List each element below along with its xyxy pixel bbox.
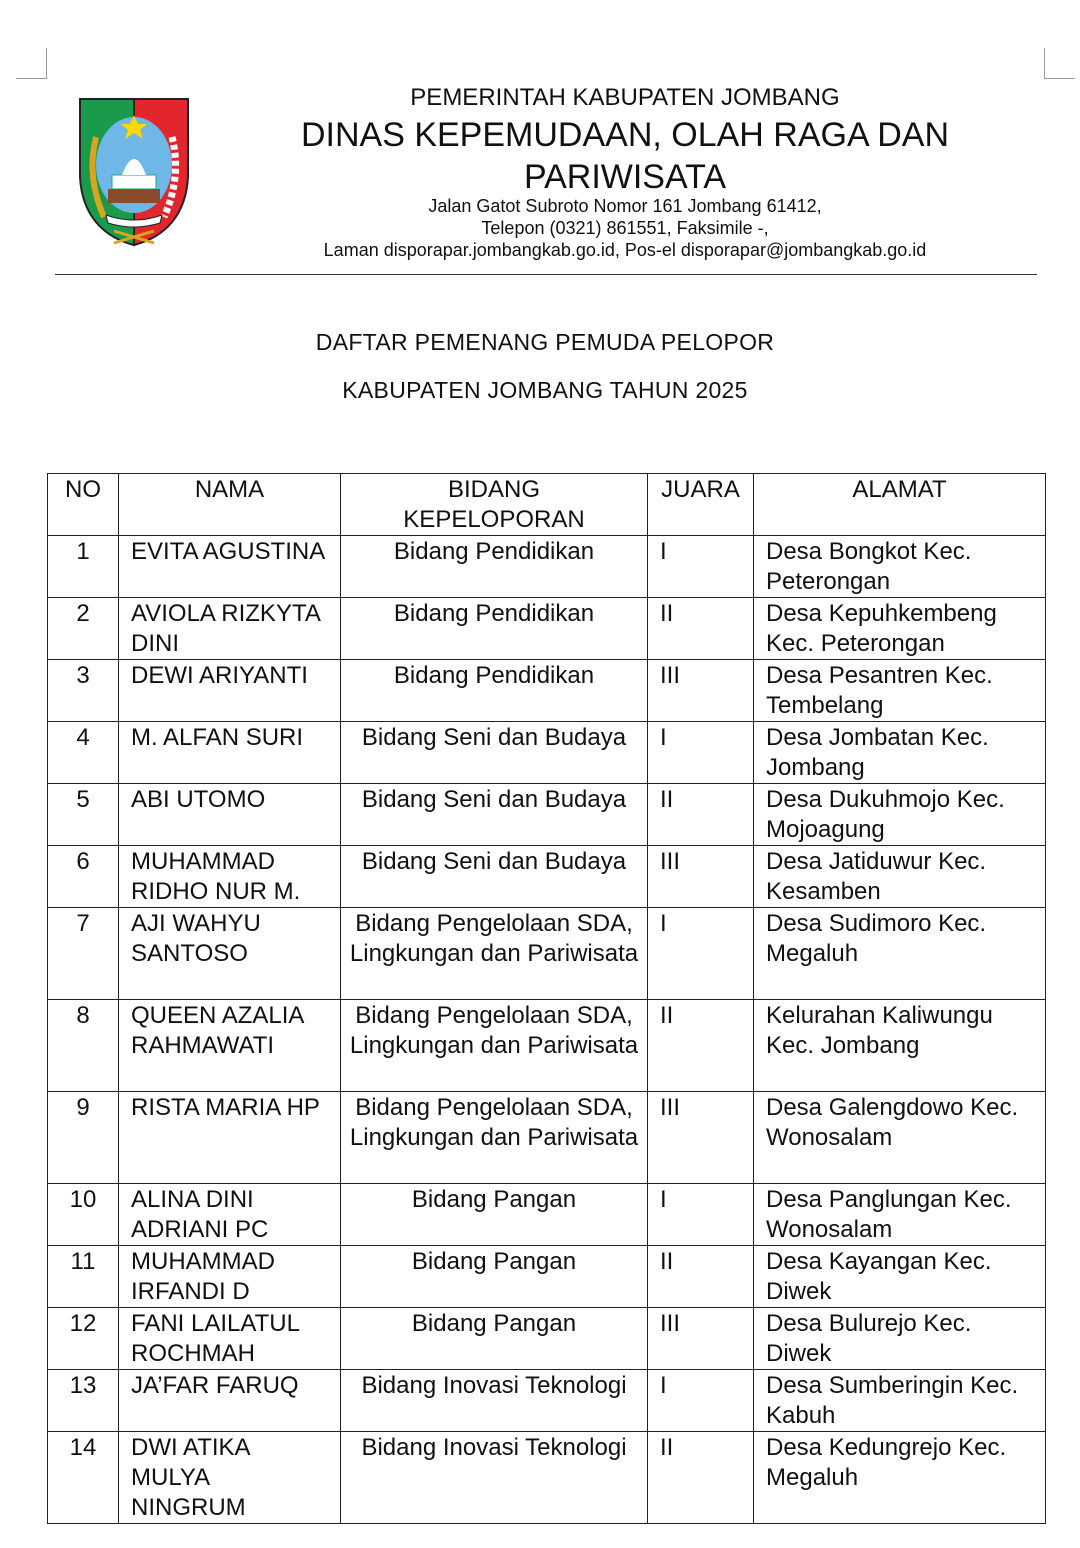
cell-juara: II <box>648 784 754 846</box>
government-name: PEMERINTAH KABUPATEN JOMBANG <box>410 84 840 111</box>
cell-alamat: Desa Panglungan Kec. Wonosalam <box>754 1184 1046 1246</box>
cell-juara: I <box>648 908 754 1000</box>
agency-address <box>260 195 990 261</box>
table-row <box>48 722 1046 784</box>
table-row <box>48 784 1046 846</box>
cell-juara: I <box>648 536 754 598</box>
cell-bidang: Bidang Seni dan Budaya <box>341 846 648 908</box>
cell-nama: QUEEN AZALIA RAHMAWATI <box>119 1000 341 1092</box>
cell-nama: M. ALFAN SURI <box>119 722 341 784</box>
cell-alamat: Desa Kepuhkembeng Kec. Peterongan <box>754 598 1046 660</box>
cell-alamat: Desa Kedungrejo Kec. Megaluh <box>754 1432 1046 1524</box>
header-alamat: ALAMAT <box>754 474 1046 536</box>
cell-bidang: Bidang Pengelolaan SDA, Lingkungan dan Pariwisata <box>341 1000 648 1092</box>
cell-alamat: Desa Jombatan Kec. Jombang <box>754 722 1046 784</box>
phone-line: Telepon (0321) 861551, Faksimile -, <box>481 218 769 238</box>
header-juara: JUARA <box>648 474 754 536</box>
agency-name: DINAS KEPEMUDAAN, OLAH RAGA DAN PARIWISATA <box>300 116 950 196</box>
cell-no: 1 <box>48 536 119 598</box>
cell-juara: III <box>648 1092 754 1184</box>
cell-alamat: Desa Sumberingin Kec. Kabuh <box>754 1370 1046 1432</box>
table-row <box>48 908 1046 1000</box>
cell-alamat: Desa Dukuhmojo Kec. Mojoagung <box>754 784 1046 846</box>
cell-juara: II <box>648 1432 754 1524</box>
jombang-regency-emblem <box>78 97 190 247</box>
table-row <box>48 1246 1046 1308</box>
cell-no: 5 <box>48 784 119 846</box>
table-row <box>48 846 1046 908</box>
cell-bidang: Bidang Pangan <box>341 1246 648 1308</box>
cell-nama: FANI LAILATUL ROCHMAH <box>119 1308 341 1370</box>
cell-no: 10 <box>48 1184 119 1246</box>
cell-bidang: Bidang Pengelolaan SDA, Lingkungan dan Pariwisata <box>341 1092 648 1184</box>
cell-bidang: Bidang Pendidikan <box>341 598 648 660</box>
cell-juara: II <box>648 1246 754 1308</box>
cell-no: 9 <box>48 1092 119 1184</box>
header-bidang: BIDANG KEPELOPORAN <box>341 474 648 536</box>
web-email-line: Laman disporapar.jombangkab.go.id, Pos-el disporapar@jombangkab.go.id <box>323 240 927 260</box>
cell-no: 14 <box>48 1432 119 1524</box>
document-title: DAFTAR PEMENANG PEMUDA PELOPOR <box>315 329 775 355</box>
cell-nama: DWI ATIKA MULYA NINGRUM <box>119 1432 341 1524</box>
cell-bidang: Bidang Pangan <box>341 1184 648 1246</box>
cell-alamat: Desa Sudimoro Kec. Megaluh <box>754 908 1046 1000</box>
cell-bidang: Bidang Inovasi Teknologi <box>341 1370 648 1432</box>
header-nama: NAMA <box>119 474 341 536</box>
letterhead-divider <box>55 274 1037 275</box>
cell-no: 11 <box>48 1246 119 1308</box>
table-row <box>48 1432 1046 1524</box>
page-corner-mark <box>16 48 47 79</box>
cell-juara: II <box>648 598 754 660</box>
cell-nama: JA’FAR FARUQ <box>119 1370 341 1432</box>
table-row <box>48 1092 1046 1184</box>
cell-alamat: Desa Bulurejo Kec. Diwek <box>754 1308 1046 1370</box>
cell-bidang: Bidang Inovasi Teknologi <box>341 1432 648 1524</box>
cell-juara: I <box>648 722 754 784</box>
page-corner-mark <box>1044 48 1075 79</box>
table-row <box>48 1370 1046 1432</box>
cell-nama: EVITA AGUSTINA <box>119 536 341 598</box>
cell-alamat: Desa Jatiduwur Kec. Kesamben <box>754 846 1046 908</box>
table-header-row <box>48 474 1046 536</box>
cell-alamat: Kelurahan Kaliwungu Kec. Jombang <box>754 1000 1046 1092</box>
cell-nama: MUHAMMAD RIDHO NUR M. <box>119 846 341 908</box>
cell-juara: III <box>648 660 754 722</box>
cell-no: 12 <box>48 1308 119 1370</box>
table-row <box>48 1184 1046 1246</box>
cell-no: 2 <box>48 598 119 660</box>
cell-nama: MUHAMMAD IRFANDI D <box>119 1246 341 1308</box>
cell-no: 3 <box>48 660 119 722</box>
cell-juara: III <box>648 846 754 908</box>
cell-bidang: Bidang Pendidikan <box>341 536 648 598</box>
table-row <box>48 660 1046 722</box>
cell-juara: III <box>648 1308 754 1370</box>
cell-nama: RISTA MARIA HP <box>119 1092 341 1184</box>
cell-bidang: Bidang Seni dan Budaya <box>341 722 648 784</box>
cell-nama: DEWI ARIYANTI <box>119 660 341 722</box>
cell-bidang: Bidang Seni dan Budaya <box>341 784 648 846</box>
cell-juara: II <box>648 1000 754 1092</box>
table-row <box>48 1308 1046 1370</box>
winners-table <box>47 473 1046 1524</box>
cell-no: 7 <box>48 908 119 1000</box>
cell-nama: ABI UTOMO <box>119 784 341 846</box>
cell-no: 6 <box>48 846 119 908</box>
cell-alamat: Desa Galengdowo Kec. Wonosalam <box>754 1092 1046 1184</box>
cell-bidang: Bidang Pendidikan <box>341 660 648 722</box>
cell-juara: I <box>648 1184 754 1246</box>
cell-alamat: Desa Pesantren Kec. Tembelang <box>754 660 1046 722</box>
cell-bidang: Bidang Pangan <box>341 1308 648 1370</box>
cell-no: 13 <box>48 1370 119 1432</box>
table-row <box>48 536 1046 598</box>
cell-nama: AJI WAHYU SANTOSO <box>119 908 341 1000</box>
cell-nama: ALINA DINI ADRIANI PC <box>119 1184 341 1246</box>
cell-no: 4 <box>48 722 119 784</box>
header-no: NO <box>48 474 119 536</box>
cell-alamat: Desa Kayangan Kec. Diwek <box>754 1246 1046 1308</box>
cell-nama: AVIOLA RIZKYTA DINI <box>119 598 341 660</box>
table-row <box>48 1000 1046 1092</box>
cell-alamat: Desa Bongkot Kec. Peterongan <box>754 536 1046 598</box>
cell-juara: I <box>648 1370 754 1432</box>
document-subtitle: KABUPATEN JOMBANG TAHUN 2025 <box>342 377 748 403</box>
cell-no: 8 <box>48 1000 119 1092</box>
cell-bidang: Bidang Pengelolaan SDA, Lingkungan dan Pariwisata <box>341 908 648 1000</box>
address-line: Jalan Gatot Subroto Nomor 161 Jombang 61412, <box>428 196 822 216</box>
table-row <box>48 598 1046 660</box>
